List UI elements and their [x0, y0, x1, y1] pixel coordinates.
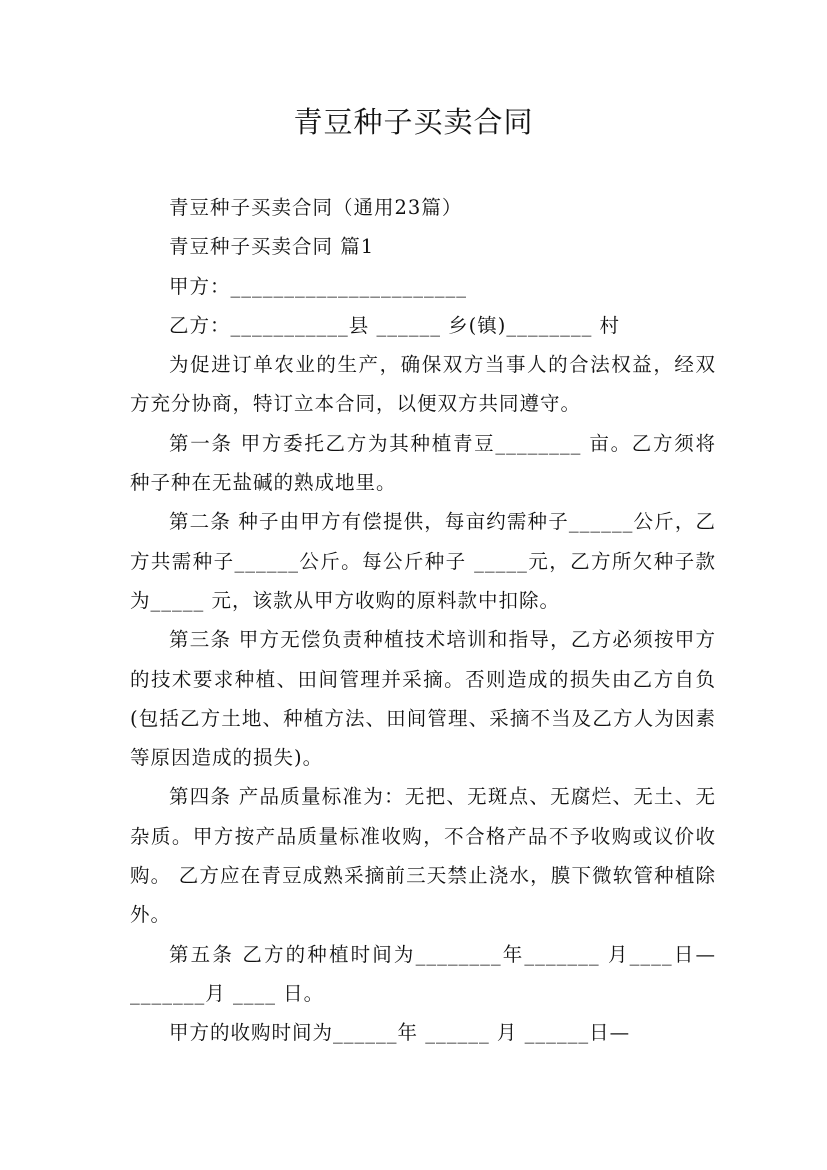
document-body [130, 188, 716, 1053]
document-title: 青豆种子买卖合同 [293, 105, 534, 139]
paragraph-clause-3: 第三条 甲方无偿负责种植技术培训和指导，乙方必须按甲方的技术要求种植、田间管理并采摘。否则造成的损失由乙方自负(包括乙方土地、种植方法、田间管理、采摘不当及乙方人为因素等原因造成的损失)。 [130, 628, 716, 770]
paragraph-clause-2: 第二条 种子由甲方有偿提供，每亩约需种子______公斤，乙方共需种子______公斤。每公斤种子 _____元，乙方所欠种子款为_____ 元，该款从甲方收购的原料款中扣除。 [130, 510, 716, 612]
paragraph-clause-4: 第四条 产品质量标准为：无把、无斑点、无腐烂、无土、无杂质。甲方按产品质量标准收购，不合格产品不予收购或议价收购。 乙方应在青豆成熟采摘前三天禁止浇水，膜下微软管种植除外。 [130, 785, 716, 927]
paragraph-party-b: 乙方：___________县 ______ 乡(镇)________ 村 [169, 313, 621, 337]
paragraph-clause-5: 第五条 乙方的种植时间为________年_______ 月____日— _______月 ____ 日。 [130, 942, 716, 1005]
paragraph-article-heading: 青豆种子买卖合同 篇1 [169, 235, 375, 259]
paragraph-party-a: 甲方：______________________ [169, 274, 468, 298]
paragraph-purchase-time: 甲方的收购时间为______年 ______ 月 ______日— [169, 1021, 631, 1045]
paragraph-clause-1: 第一条 甲方委托乙方为其种植青豆________ 亩。乙方须将种子种在无盐碱的熟成地里。 [130, 431, 716, 495]
paragraph-collection-title: 青豆种子买卖合同（通用23篇） [169, 196, 463, 219]
paragraph-preamble: 为促进订单农业的生产，确保双方当事人的合法权益，经双方充分协商，特订立本合同，以便双方共同遵守。 [130, 353, 716, 416]
